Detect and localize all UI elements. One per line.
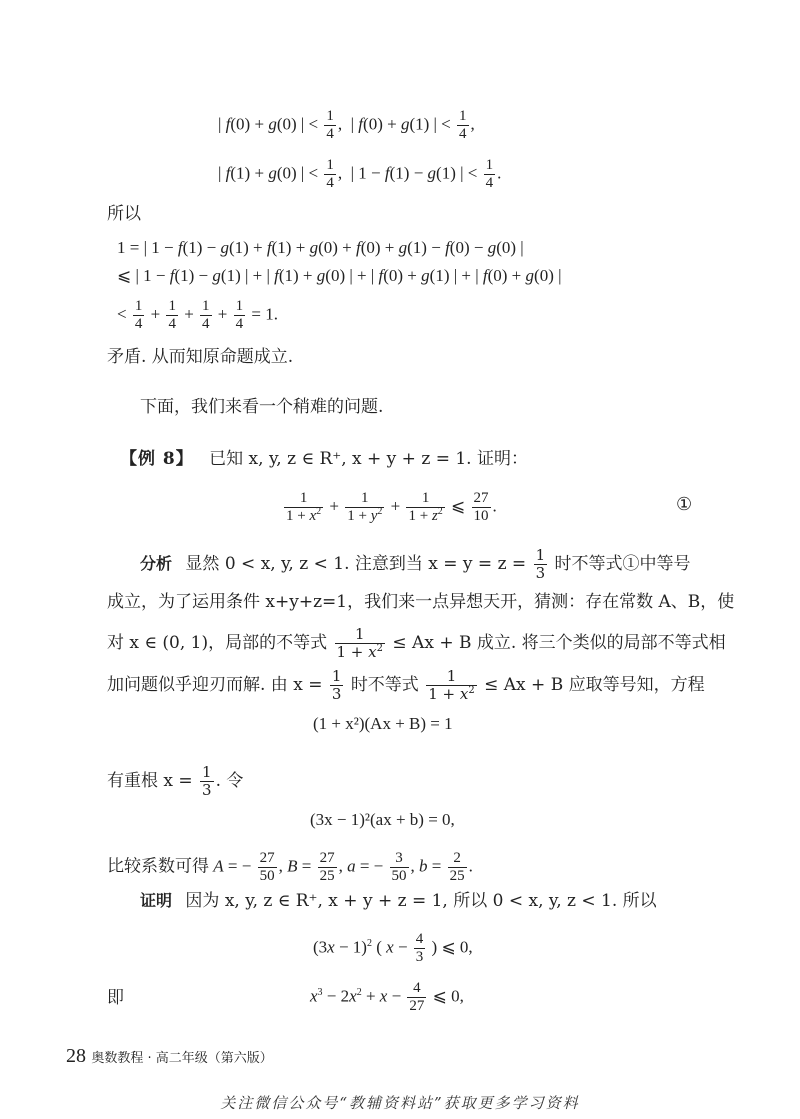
proof-line-1 [140,889,657,913]
equation-main: (1 + x²)(Ax + B) = 1 [313,714,453,733]
analysis-line-4: 加问题似乎迎刃而解. 由 x = $\frac{1}{3}$ 时不等式 $\frac{1}{1 + x^2}$ ≤ Ax + B 应取等号知，方程 [107,667,705,703]
analysis-label: 分析 [140,554,173,573]
analysis-text-3a: 对 x ∈ (0, 1)，局部的不等式 [107,633,328,653]
example-8 [120,447,528,471]
proof-inequality-2: $x^3 - 2x^2 + x$ − $\frac{4}{27}$ ⩽ 0, [310,980,464,1014]
analysis-text-4b: 时不等式 [350,675,419,695]
analysis-text-4a: 加问题似乎迎刃而解. 由 x = [107,675,323,695]
analysis-text-4c: ≤ Ax + B 应取等号知，方程 [484,675,705,695]
equation-number-1: ① [676,494,693,515]
chain-line-1: 1 = | 1 − f(1) − g(1) + f(1) + g(0) + f(0) + g(1) − f(0) − g(0) | [117,238,524,257]
book-title: 奥数教程 · 高二年级（第六版） [91,1051,273,1066]
chain-line-3: < $\frac{1}{4}$ + $\frac{1}{4}$ + $\frac{1}{4}$ + $\frac{1}{4}$ = 1. [117,298,278,332]
ji-text: 即 [107,988,124,1008]
example-label: 【例 8】 [120,449,194,469]
double-root-line: 有重根 x = $\frac{1}{3}$ . 令 [107,763,244,799]
transition-text: 下面，我们来看一个稍难的问题. [140,397,384,417]
proof-inequality-1: $(3x - 1)^2$ ( x − $\frac{4}{3}$ ) ⩽ 0, [313,931,473,965]
analysis-line-3: 对 x ∈ (0, 1)，局部的不等式 $\frac{1}{1 + x^2}$ ≤ Ax + B 成立. 将三个类似的局部不等式相 [107,625,726,661]
inequality-line-2: | f(1) + g(0) | < $\frac{1}{4}$ , | 1 − f(1) − g(1) | < $\frac{1}{4}$ . [218,157,502,191]
page-number: 28 [66,1045,86,1067]
equation-let: (3x − 1)²(ax + b) = 0, [310,810,455,829]
root-text-a: 有重根 x = [107,771,193,791]
compare-text: 比较系数可得 [107,856,209,876]
analysis-line-2: 成立，为了运用条件 x+y+z=1，我们来一点异想天开，猜测：存在常数 A、B，使 [107,592,735,612]
analysis-text-1b: 时不等式①中等号 [554,554,691,574]
analysis-text-1a: 显然 0 < x, y, z < 1. 注意到当 x = y = z = [185,554,527,574]
analysis-text-3b: ≤ Ax + B 成立. 将三个类似的局部不等式相 [392,633,726,653]
example-statement: 已知 x, y, z ∈ R⁺, x + y + z = 1. 证明： [209,449,528,469]
example-inequality: $\frac{1}{1 + x^2}$ + $\frac{1}{1 + y^2}$ + $\frac{1}{1 + z^2}$ ⩽ $\frac{27}{10}$ . [286,490,497,524]
suoyi-text: 所以 [107,204,141,224]
watermark-text: 关注微信公众号“教辅资料站”获取更多学习资料 [220,1094,580,1112]
proof-label: 证明 [140,891,173,910]
analysis-line-1: 分析 显然 0 < x, y, z < 1. 注意到当 x = y = z = $\frac{1}{3}$ 时不等式①中等号 [140,546,691,582]
proof-text: 因为 x, y, z ∈ R⁺, x + y + z = 1, 所以 0 < x, y, z < 1. 所以 [185,891,657,911]
root-text-b: . 令 [215,771,244,791]
chain-line-2: ⩽ | 1 − f(1) − g(1) | + | f(1) + g(0) | + | f(0) + g(1) | + | f(0) + g(0) | [117,266,562,285]
page-footer [66,1044,273,1071]
contradiction-text: 矛盾. 从而知原命题成立. [107,347,294,367]
coefficient-line: 比较系数可得 A = − $\frac{27}{50}$ , B = $\frac{27}{25}$ , a = − $\frac{3}{50}$ , b = $\frac{2}{25}$ . [107,850,473,884]
inequality-line-1: | f(0) + g(0) | < $\frac{1}{4}$ , | f(0) + g(1) | < $\frac{1}{4}$ , [218,108,475,142]
